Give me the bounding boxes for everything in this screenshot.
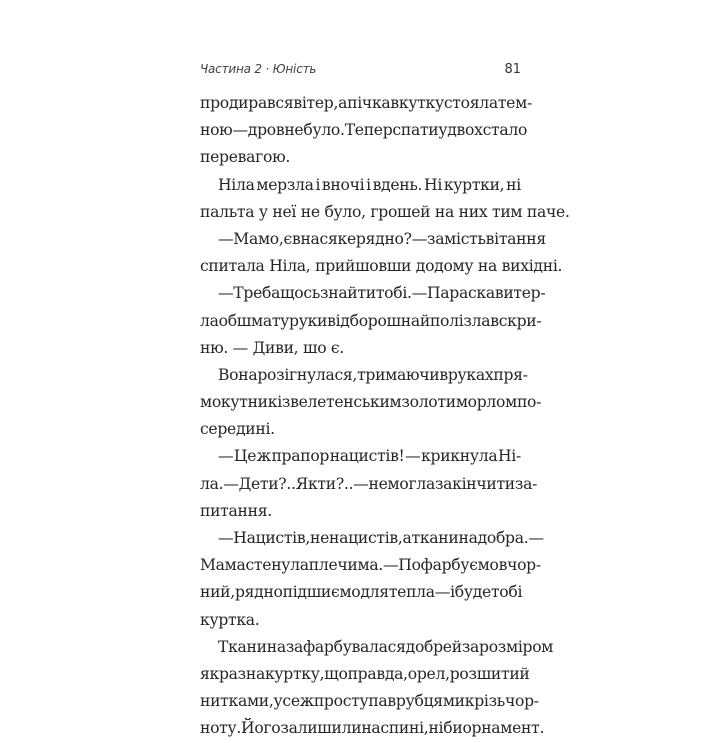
word: орел,	[407, 664, 450, 683]
word: закінчити	[434, 474, 515, 493]
word: Тепер	[344, 121, 393, 140]
word: спині,	[380, 719, 429, 738]
word: вдень.	[372, 175, 423, 194]
word: якраз	[200, 664, 246, 683]
word: стояла	[443, 94, 498, 112]
word: тепла	[388, 583, 435, 602]
running-header	[200, 62, 521, 88]
word: рядно?	[355, 229, 412, 248]
word: чор-	[504, 692, 539, 711]
word: стенула	[245, 556, 309, 575]
word: Ні	[424, 175, 443, 194]
text-line	[200, 117, 528, 144]
word: ж	[299, 692, 314, 711]
word: —	[218, 284, 234, 303]
text-line	[200, 525, 544, 552]
word: витер-	[494, 284, 546, 303]
word: об	[218, 311, 237, 330]
word: —	[411, 229, 427, 248]
word: зафарбувалася	[285, 637, 406, 656]
word: скри-	[498, 311, 542, 330]
text-line	[200, 226, 546, 253]
word: золотим	[401, 393, 468, 412]
word: знайти	[320, 284, 376, 303]
running-title: Частина 2 · Юність	[200, 62, 317, 76]
word: було.	[303, 121, 345, 140]
word: —	[382, 556, 399, 575]
word: тобі	[490, 583, 523, 602]
word: нитками,	[200, 692, 274, 711]
word: добра.	[477, 529, 529, 547]
page-number: 81	[504, 62, 521, 77]
word: в	[291, 229, 301, 248]
line-text: перевагою.	[200, 148, 290, 167]
word: —	[411, 284, 427, 303]
word: нацистів,	[329, 529, 403, 547]
word: щоправда,	[324, 664, 408, 683]
word: рубцями	[395, 692, 465, 711]
word: могла	[387, 474, 435, 493]
word: ла	[200, 311, 219, 330]
word: на	[245, 664, 265, 683]
word: велетенським	[290, 393, 402, 412]
word: яке	[328, 229, 356, 248]
text-line	[200, 90, 532, 117]
word: стало	[482, 121, 528, 140]
word: вітер,	[293, 94, 339, 112]
word: Тканина	[218, 637, 286, 656]
text-line	[200, 280, 546, 307]
text-line	[200, 607, 521, 634]
line-text: ню. — Диви, шо є.	[200, 338, 345, 357]
word: в	[498, 556, 508, 575]
text-line	[200, 144, 521, 171]
word: руки	[289, 311, 328, 330]
word: крикнула	[421, 447, 498, 466]
text-line	[200, 715, 545, 742]
word: розігнулася,	[257, 365, 358, 384]
word: ж	[256, 447, 271, 466]
word: і	[450, 583, 455, 602]
word: —	[405, 447, 421, 466]
line-text: середині.	[200, 420, 275, 439]
word: підшиємо	[282, 583, 361, 602]
word: ла.	[200, 474, 224, 493]
word: вночі	[321, 175, 365, 194]
word: —	[218, 229, 234, 248]
word: розміром	[479, 637, 554, 656]
text-line	[200, 172, 521, 199]
word: пічка	[347, 94, 391, 112]
word: а	[338, 94, 348, 112]
word: Як	[295, 474, 318, 493]
text-line	[200, 579, 521, 606]
word: Це	[233, 447, 257, 466]
word: крізь	[464, 692, 505, 711]
word: проступав	[313, 692, 396, 711]
word: дров	[247, 121, 285, 140]
word: тобі.	[375, 284, 412, 303]
word: від	[327, 311, 350, 330]
word: тримаючи	[357, 365, 440, 384]
word: є	[283, 229, 292, 248]
text-line	[200, 471, 538, 498]
text-line	[200, 634, 554, 661]
word: кутку	[398, 94, 444, 112]
word: і	[366, 175, 371, 194]
word: в	[390, 94, 399, 112]
word: Де	[238, 474, 260, 493]
text-line	[200, 199, 570, 226]
text-line	[200, 335, 521, 362]
word: —	[528, 529, 544, 547]
word: ти?..	[317, 474, 354, 493]
word: ноту.	[200, 719, 242, 738]
word: Вона	[218, 365, 258, 384]
word: орлом	[467, 393, 517, 412]
word: в	[490, 311, 499, 330]
word: ною	[200, 121, 233, 140]
text-line	[200, 688, 539, 715]
text-line	[200, 416, 521, 443]
word: пря-	[493, 365, 528, 384]
word: продирався	[200, 94, 294, 112]
word: добре	[405, 637, 452, 656]
word: Ні-	[497, 447, 521, 466]
word: куртку,	[264, 664, 325, 683]
word: мокутник	[200, 393, 278, 412]
word: нас	[300, 229, 328, 248]
word: Ніла	[218, 175, 255, 194]
word: —	[218, 529, 234, 547]
word: Мамо,	[233, 229, 284, 248]
word: —	[353, 474, 369, 493]
word: не	[368, 474, 388, 493]
word: Треба	[233, 284, 281, 303]
word: ні	[506, 175, 521, 194]
word: куртки,	[443, 175, 505, 194]
word: Пофарбуємо	[398, 556, 499, 575]
word: буде	[454, 583, 491, 602]
word: вітання	[485, 229, 546, 248]
text-line	[200, 253, 563, 280]
text-line	[200, 552, 541, 579]
word: мерзла	[256, 175, 314, 194]
word: борошна	[349, 311, 420, 330]
word: Параска	[426, 284, 495, 303]
word: і	[315, 175, 321, 194]
word: шмату	[236, 311, 290, 330]
word: не	[284, 121, 304, 140]
word: за	[461, 637, 480, 656]
word: руках	[447, 365, 494, 384]
word: рядно	[234, 583, 283, 602]
word: ний,	[200, 583, 235, 602]
word: ти?..	[259, 474, 296, 493]
word: за-	[514, 474, 538, 493]
text-line	[200, 389, 542, 416]
word: тем-	[497, 94, 532, 112]
line-text: пальта у неї не було, грошей на них тим паче.	[200, 202, 570, 221]
word: орнамент.	[462, 719, 545, 738]
line-text: куртка.	[200, 610, 260, 629]
book-page	[200, 62, 570, 743]
word: щось	[280, 284, 321, 303]
word: —	[223, 474, 239, 493]
word: —	[434, 583, 451, 602]
word: Його	[241, 719, 281, 738]
word: чор-	[507, 556, 541, 575]
word: й	[451, 637, 462, 656]
body-text	[200, 90, 570, 743]
word: а	[402, 529, 412, 547]
text-line	[200, 498, 521, 525]
word: розшитий	[449, 664, 530, 683]
word: не	[310, 529, 330, 547]
text-line	[200, 362, 528, 389]
text-line	[200, 308, 542, 335]
word: на	[361, 719, 381, 738]
text-line	[200, 661, 530, 688]
text-line	[200, 443, 521, 470]
word: замість	[426, 229, 486, 248]
word: в	[439, 365, 448, 384]
word: усе	[273, 692, 300, 711]
word: —	[218, 447, 234, 466]
word: Мама	[200, 556, 246, 575]
word: спати	[392, 121, 439, 140]
word: плечима.	[308, 556, 383, 575]
word: полізла	[429, 311, 491, 330]
word: ніби	[428, 719, 463, 738]
word: Нацистів,	[233, 529, 310, 547]
word: із	[277, 393, 291, 412]
line-text: спитала Ніла, прийшовши додому на вихідні.	[200, 257, 563, 276]
word: тканина	[411, 529, 478, 547]
word: прапор	[271, 447, 330, 466]
line-text: питання.	[200, 501, 272, 520]
word: по-	[516, 393, 542, 412]
word: залишили	[280, 719, 362, 738]
word: для	[360, 583, 389, 602]
word: й	[419, 311, 430, 330]
word: удвох	[438, 121, 483, 140]
word: —	[232, 121, 248, 140]
word: нацистів!	[329, 447, 405, 466]
